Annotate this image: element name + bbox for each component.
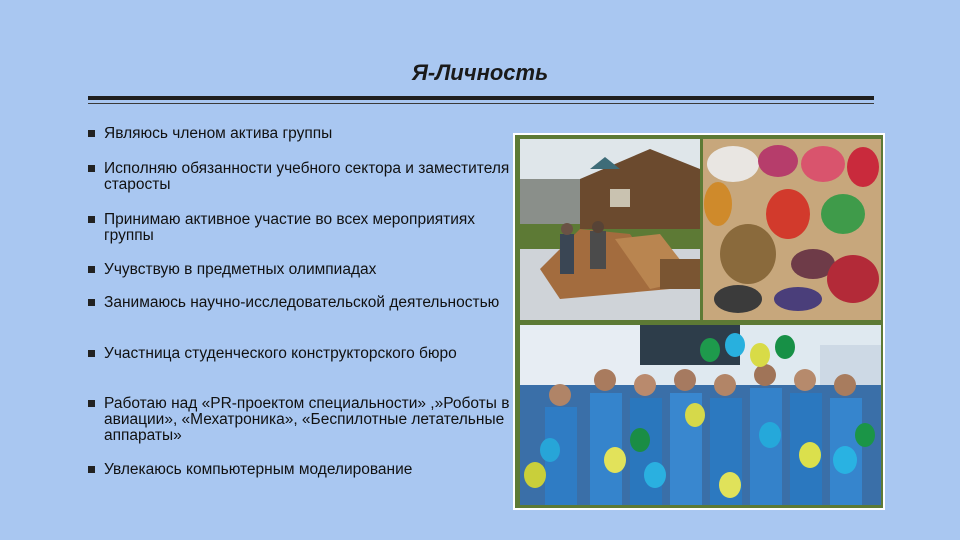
square-bullet-icon [88, 466, 95, 473]
bullet-item: Участница студенческого конструкторского бюро [86, 346, 529, 362]
village-woodpile-photo [520, 139, 700, 320]
square-bullet-icon [88, 216, 95, 223]
students-balloons-photo [520, 325, 881, 505]
square-bullet-icon [88, 130, 95, 137]
square-bullet-icon [88, 400, 95, 407]
slide-title: Я-Личность [411, 60, 549, 85]
title-divider-thin [88, 103, 874, 104]
photo-collage-frame [513, 133, 885, 510]
bullet-item: Увлекаюсь компьютерным моделирование [86, 462, 529, 478]
bullet-item: Принимаю активное участие во всех мероприятиях группы [86, 212, 529, 244]
square-bullet-icon [88, 299, 95, 306]
bullet-item: Занимаюсь научно-исследовательской деятельностью [86, 295, 529, 311]
square-bullet-icon [88, 165, 95, 172]
title-divider [88, 96, 874, 100]
knitted-slippers-photo [703, 139, 881, 320]
square-bullet-icon [88, 350, 95, 357]
bullet-item: Исполняю обязанности учебного сектора и заместителя старосты [86, 161, 529, 193]
bullet-item: Являюсь членом актива группы [86, 126, 529, 142]
square-bullet-icon [88, 266, 95, 273]
bullet-item: Работаю над «PR-проектом специальности» ,»Роботы в авиации», «Мехатроника», «Беспилотные летательные аппараты» [86, 396, 529, 444]
bullet-item: Учувствую в предметных олимпиадах [86, 262, 529, 278]
